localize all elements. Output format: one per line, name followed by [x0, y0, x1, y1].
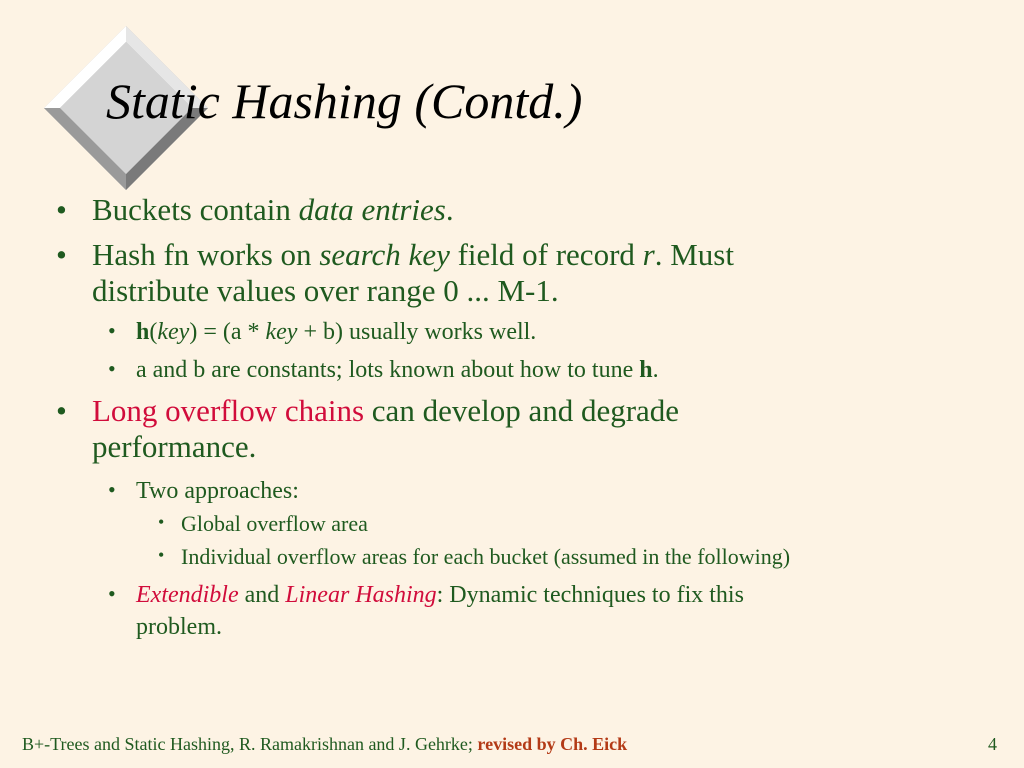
sub-bullet-marker: •: [108, 477, 116, 502]
bullet-buckets: Buckets contain data entries.: [92, 192, 454, 227]
sub-bullet-formula: h(key) = (a * key + b) usually works well.: [136, 319, 537, 345]
sub-bullet-marker: •: [108, 356, 116, 381]
sub-sub-bullet-global: Global overflow area: [181, 511, 368, 536]
footer-revised: revised by Ch. Eick: [477, 734, 628, 754]
sub-bullet-marker: •: [108, 318, 116, 343]
sub-bullet-constants: a and b are constants; lots known about how to tune h.: [136, 357, 659, 383]
bullet-marker: •: [56, 192, 67, 227]
bullet-hash-fn: Hash fn works on search key field of record r. Must distribute values over range 0 ... M-1.: [92, 237, 734, 308]
sub-bullet-approaches: Two approaches:: [136, 478, 299, 504]
sub-bullet-marker: •: [108, 581, 116, 606]
bullet-overflow: Long overflow chains can develop and degrade performance.: [92, 393, 680, 464]
sub-sub-bullet-marker: •: [158, 545, 165, 565]
page-number: 4: [988, 734, 997, 754]
bullet-marker: •: [56, 237, 67, 272]
slide-title: Static Hashing (Contd.): [106, 73, 583, 129]
sub-sub-bullet-individual: Individual overflow areas for each bucket (assumed in the following): [181, 544, 791, 569]
slide-footer: B+-Trees and Static Hashing, R. Ramakrishnan and J. Gehrke; revised by Ch. Eick: [22, 734, 628, 754]
bullet-marker: •: [56, 393, 67, 428]
sub-bullet-dynamic: Extendible and Linear Hashing: Dynamic techniques to fix this problem.: [136, 582, 744, 640]
sub-sub-bullet-marker: •: [158, 512, 165, 532]
